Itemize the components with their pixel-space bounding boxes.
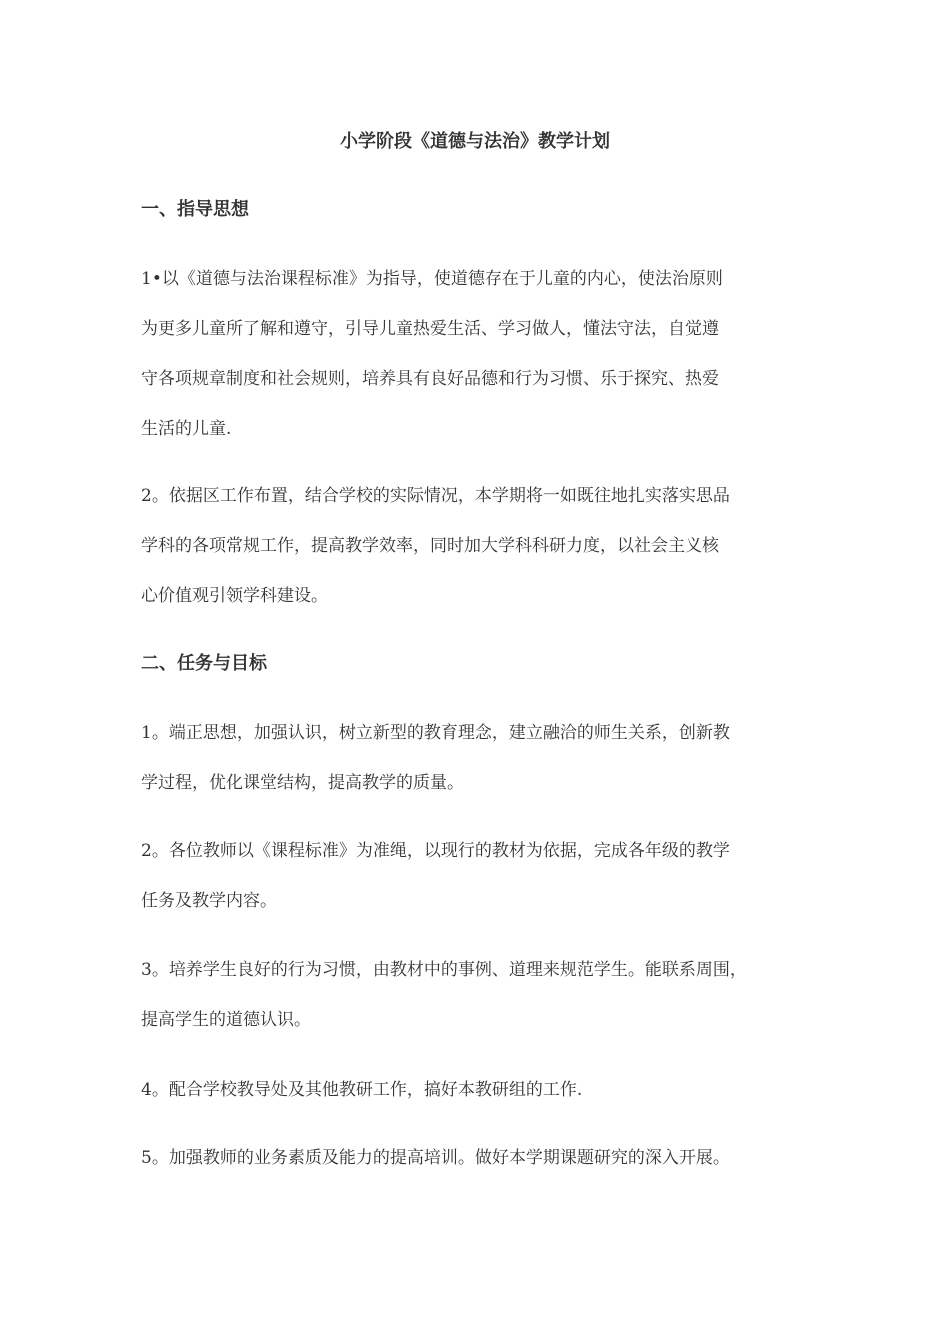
- paragraph-line: 任务及教学内容。: [141, 891, 277, 911]
- paragraph-line: 心价值观引领学科建设。: [141, 586, 328, 606]
- paragraph-guiding-1: [141, 266, 821, 466]
- paragraph-line: 2。各位教师以《课程标准》为准绳，以现行的教材为依据，完成各年级的教学: [141, 841, 730, 861]
- paragraph-task-2: [141, 838, 821, 938]
- paragraph-line: 学科的各项常规工作，提高教学效率，同时加大学科科研力度，以社会主义核: [141, 536, 719, 556]
- paragraph-line: 提高学生的道德认识。: [141, 1010, 311, 1030]
- paragraph-guiding-2: [141, 483, 821, 633]
- section-heading-guiding-ideology: 一、指导思想: [141, 199, 249, 220]
- paragraph-line: 1。端正思想，加强认识，树立新型的教育理念，建立融洽的师生关系，创新教: [141, 723, 730, 743]
- paragraph-task-1: [141, 720, 821, 820]
- paragraph-line: 生活的儿童.: [141, 419, 232, 439]
- paragraph-line: 4。配合学校教导处及其他教研工作，搞好本教研组的工作.: [141, 1080, 583, 1100]
- paragraph-task-5: [141, 1145, 821, 1195]
- paragraph-line: 学过程，优化课堂结构，提高教学的质量。: [141, 773, 464, 793]
- paragraph-task-3: [141, 957, 821, 1057]
- paragraph-line: 1•以《道德与法治课程标准》为指导，使道德存在于儿童的内心，使法治原则: [141, 269, 723, 289]
- paragraph-line: 守各项规章制度和社会规则，培养具有良好品德和行为习惯、乐于探究、热爱: [141, 369, 719, 389]
- paragraph-line: 5。加强教师的业务素质及能力的提高培训。做好本学期课题研究的深入开展。: [141, 1148, 730, 1168]
- document-title: 小学阶段《道德与法治》教学计划: [340, 131, 610, 152]
- paragraph-line: 2。依据区工作布置，结合学校的实际情况，本学期将一如既往地扎实落实思品: [141, 486, 730, 506]
- paragraph-line: 为更多儿童所了解和遵守，引导儿童热爱生活、学习做人，懂法守法，自觉遵: [141, 319, 719, 339]
- section-heading-tasks-goals: 二、任务与目标: [141, 653, 267, 674]
- paragraph-line: 3。培养学生良好的行为习惯，由教材中的事例、道理来规范学生。能联系周围，: [141, 960, 747, 980]
- paragraph-task-4: [141, 1077, 821, 1127]
